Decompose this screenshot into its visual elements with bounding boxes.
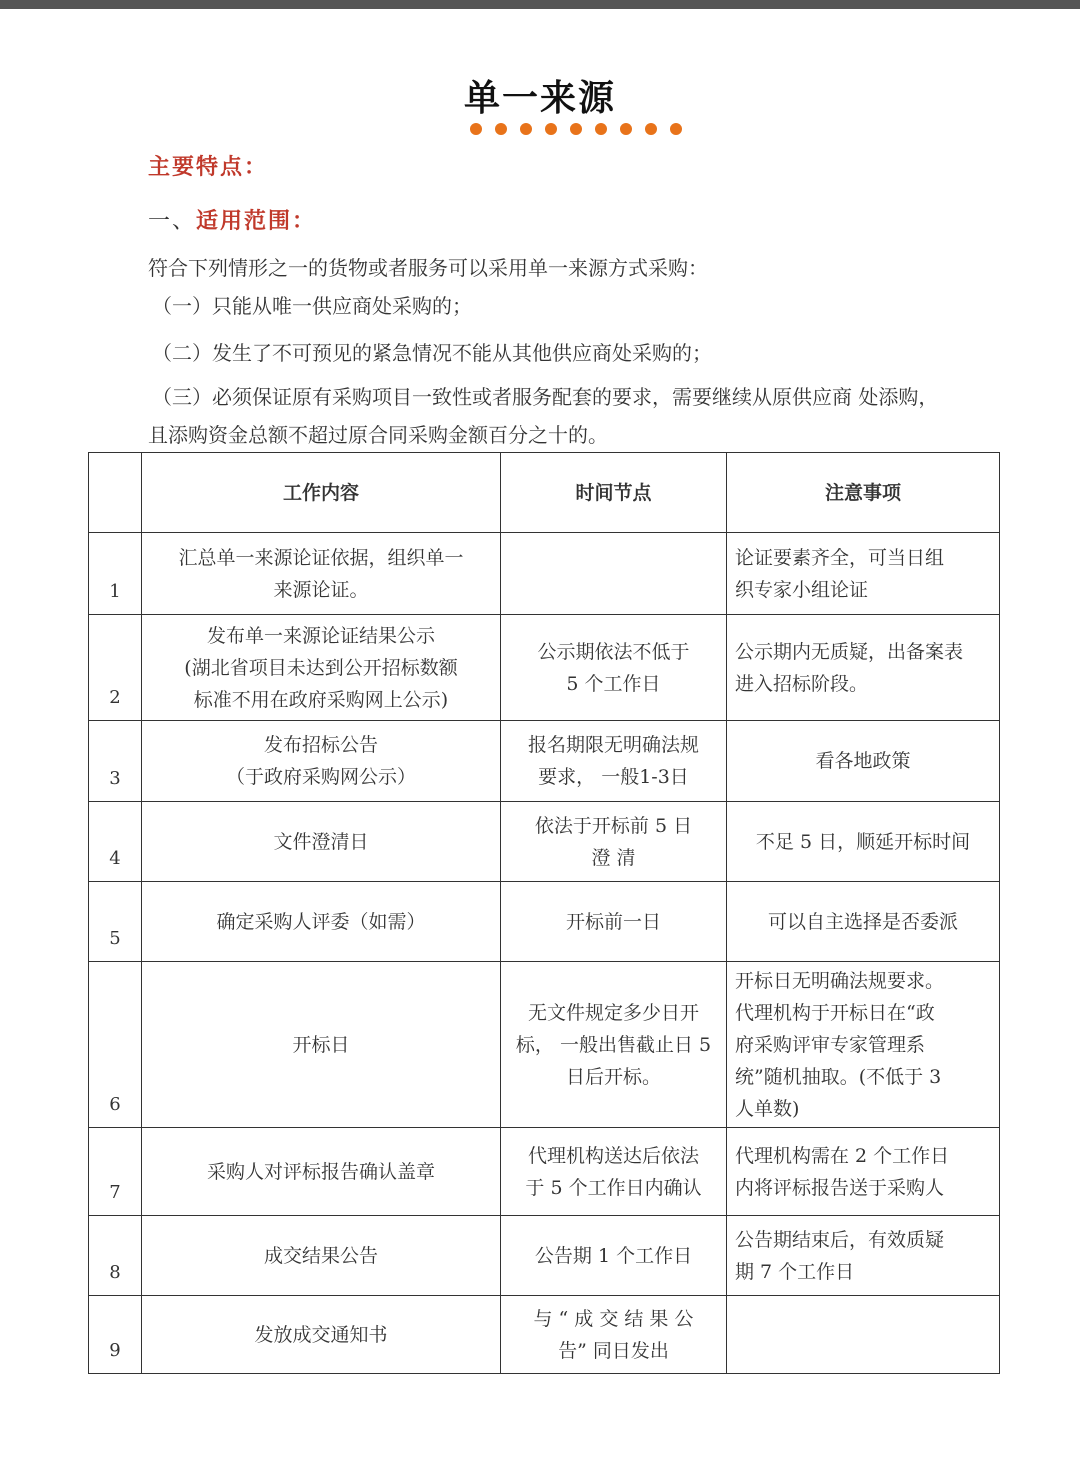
work-content-cell <box>142 721 501 802</box>
note-cell-line: 统”随机抽取。(不低于 3 <box>735 1065 942 1088</box>
work-content-cell-line: 发布单一来源论证结果公示 <box>206 624 435 647</box>
dot <box>470 123 482 135</box>
dot <box>645 123 657 135</box>
note-cell-line: 代理机构于开标日在“政 <box>735 1001 935 1024</box>
time-node-cell <box>501 1296 727 1374</box>
header-time: 时间节点 <box>501 453 727 533</box>
work-content-cell-line: 发放成交通知书 <box>254 1323 388 1346</box>
work-content-cell-line: （于政府采购网公示） <box>225 766 416 788</box>
table-row <box>89 721 1000 802</box>
scope-number: 一、 <box>148 209 197 234</box>
top-bar <box>0 0 1080 9</box>
time-node-cell <box>501 1216 727 1296</box>
table-row <box>89 1128 1000 1216</box>
note-cell <box>727 533 1000 615</box>
time-node-cell-line: 与 “ 成 交 结 果 公 <box>533 1307 694 1330</box>
work-content-cell-line: 文件澄清日 <box>273 830 369 853</box>
scope-item-1: （一）只能从唯一供应商处采购的； <box>152 294 472 318</box>
time-node-cell <box>501 615 727 721</box>
note-cell <box>727 1216 1000 1296</box>
note-cell <box>727 962 1000 1128</box>
work-content-cell <box>142 1296 501 1374</box>
header-note: 注意事项 <box>727 453 1000 533</box>
row-index: 4 <box>89 802 142 882</box>
work-content-cell <box>142 882 501 962</box>
row-index: 5 <box>89 882 142 962</box>
note-cell <box>727 1296 1000 1374</box>
header-content: 工作内容 <box>142 453 501 533</box>
note-cell-line: 府采购评审专家管理系 <box>735 1033 926 1056</box>
work-content-cell-line: 汇总单一来源论证依据，组织单一 <box>178 546 464 569</box>
note-cell-line: 公告期结束后，有效质疑 <box>735 1228 945 1251</box>
note-cell-line: 看各地政策 <box>815 750 911 772</box>
procedure-table <box>88 452 1000 1374</box>
time-node-cell <box>501 1128 727 1216</box>
page-title: 单一来源 <box>463 77 616 119</box>
note-cell-line: 代理机构需在 2 个工作日 <box>735 1144 950 1167</box>
work-content-cell <box>142 962 501 1128</box>
work-content-cell-line: 来源论证。 <box>273 578 369 601</box>
note-cell-line: 进入招标阶段。 <box>735 672 869 695</box>
note-cell <box>727 802 1000 882</box>
row-index: 7 <box>89 1128 142 1216</box>
work-content-cell-line: 开标日 <box>292 1033 350 1056</box>
time-node-cell-line: 公示期依法不低于 <box>537 640 690 663</box>
note-cell <box>727 1128 1000 1216</box>
time-node-cell <box>501 882 727 962</box>
time-node-cell-line: 要求， 一般1-3日 <box>538 766 689 788</box>
table-row <box>89 615 1000 721</box>
scope-item-3: （三）必须保证原有采购项目一致性或者服务配套的要求，需要继续从原供应商 处添购， <box>152 385 939 409</box>
work-content-cell-line: 采购人对评标报告确认盖章 <box>206 1160 435 1183</box>
table-row <box>89 802 1000 882</box>
table-row <box>89 533 1000 615</box>
time-node-cell-line: 澄 清 <box>591 846 636 869</box>
time-node-cell-line: 开标前一日 <box>565 910 661 933</box>
note-cell-line: 织专家小组论证 <box>735 578 869 601</box>
dot <box>495 123 507 135</box>
row-index: 2 <box>89 615 142 721</box>
time-node-cell <box>501 533 727 615</box>
time-node-cell <box>501 962 727 1128</box>
dot <box>670 123 682 135</box>
work-content-cell-line: 确定采购人评委（如需） <box>216 910 426 933</box>
row-index: 8 <box>89 1216 142 1296</box>
note-cell-line: 开标日无明确法规要求。 <box>735 969 945 992</box>
time-node-cell-line: 无文件规定多少日开 <box>527 1001 699 1024</box>
work-content-cell <box>142 1216 501 1296</box>
dot <box>520 123 532 135</box>
scope-heading-text: 适用范围： <box>196 208 317 234</box>
note-cell-line: 论证要素齐全，可当日组 <box>735 546 945 569</box>
work-content-cell-line: 成交结果公告 <box>263 1244 378 1267</box>
time-node-cell-line: 代理机构送达后依法 <box>527 1144 699 1167</box>
row-index: 6 <box>89 962 142 1128</box>
work-content-cell <box>142 615 501 721</box>
dot <box>545 123 557 135</box>
time-node-cell-line: 标， 一般出售截止日 5 <box>515 1033 712 1056</box>
dot <box>620 123 632 135</box>
time-node-cell-line: 于 5 个工作日内确认 <box>525 1176 702 1199</box>
scope-item-2: （二）发生了不可预见的紧急情况不能从其他供应商处采购的； <box>152 341 712 365</box>
table-row <box>89 882 1000 962</box>
note-cell-line: 不足 5 日，顺延开标时间 <box>755 830 971 853</box>
note-cell-line: 人单数) <box>735 1097 800 1120</box>
dot <box>570 123 582 135</box>
work-content-cell-line: (湖北省项目未达到公开招标数额 <box>184 656 458 679</box>
table-row <box>89 962 1000 1128</box>
note-cell-line: 期 7 个工作日 <box>735 1260 855 1283</box>
time-node-cell <box>501 721 727 802</box>
row-index: 3 <box>89 721 142 802</box>
work-content-cell-line: 标准不用在政府采购网上公示) <box>193 688 449 711</box>
scope-intro: 符合下列情形之一的货物或者服务可以采用单一来源方式采购： <box>148 256 708 280</box>
row-index: 9 <box>89 1296 142 1374</box>
scope-heading <box>148 204 316 235</box>
time-node-cell <box>501 802 727 882</box>
table-header-row <box>89 453 1000 533</box>
work-content-cell-line: 发布招标公告 <box>263 734 378 756</box>
row-index: 1 <box>89 533 142 615</box>
title-dots-divider <box>470 123 682 135</box>
time-node-cell-line: 公告期 1 个工作日 <box>534 1244 693 1267</box>
work-content-cell <box>142 533 501 615</box>
main-features-heading: 主要特点： <box>148 154 269 180</box>
header-index <box>89 453 142 533</box>
table-row <box>89 1296 1000 1374</box>
work-content-cell <box>142 802 501 882</box>
scope-item-3-cont: 且添购资金总额不超过原合同采购金额百分之十的。 <box>148 423 608 447</box>
time-node-cell-line: 报名期限无明确法规 <box>527 734 699 756</box>
dot <box>595 123 607 135</box>
note-cell-line: 可以自主选择是否委派 <box>767 910 958 933</box>
note-cell <box>727 882 1000 962</box>
note-cell <box>727 721 1000 802</box>
work-content-cell <box>142 1128 501 1216</box>
time-node-cell-line: 依法于开标前 5 日 <box>534 814 693 837</box>
note-cell-line: 内将评标报告送于采购人 <box>735 1176 945 1199</box>
note-cell-line: 公示期内无质疑，出备案表 <box>735 640 964 663</box>
table-row <box>89 1216 1000 1296</box>
note-cell <box>727 615 1000 721</box>
time-node-cell-line: 告” 同日发出 <box>558 1339 669 1362</box>
time-node-cell-line: 日后开标。 <box>565 1065 661 1088</box>
time-node-cell-line: 5 个工作日 <box>566 672 661 695</box>
